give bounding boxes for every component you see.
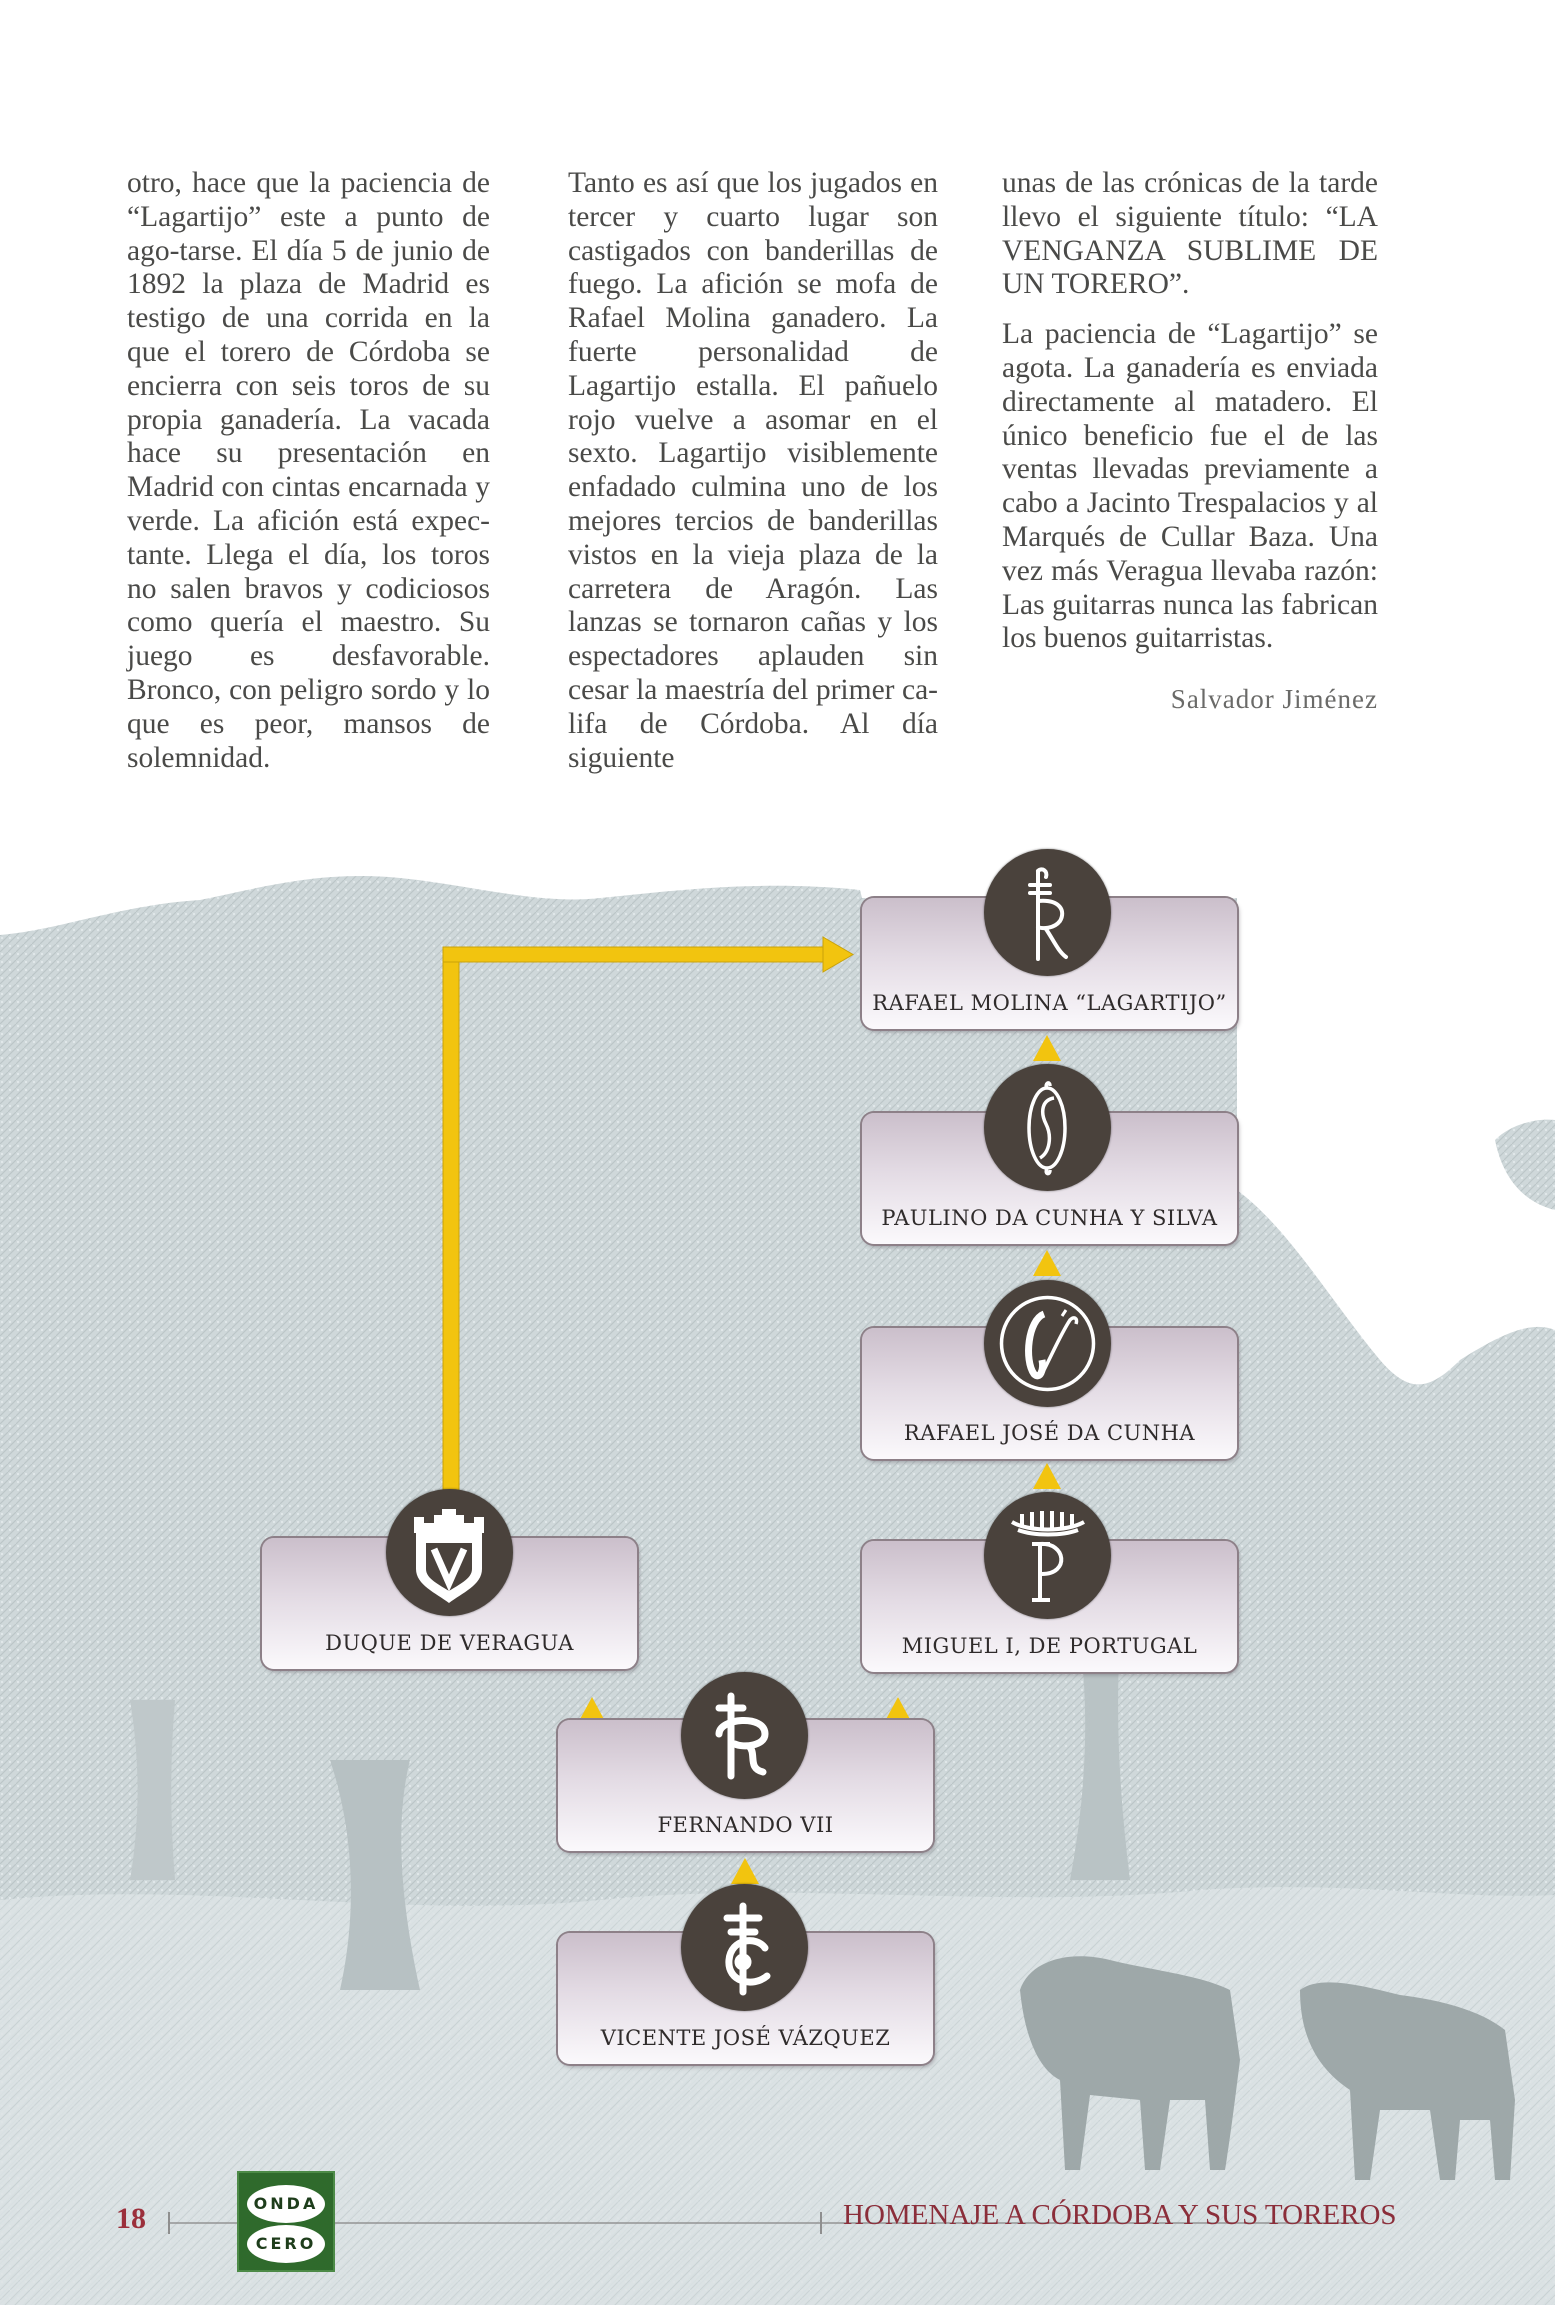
paragraph: Tanto es así que los jugados en tercer y cuarto lugar son castigados con banderillas de fuego. La afición se mofa de Rafael Molina ganadero. La fuerte personalidad de Lagartijo estalla. El pañuelo rojo vuelve a asomar en el sexto. Lagartijo visiblemente enfadado culmina uno de los mejores tercios de banderillas vistos en la vieja plaza de la carretera de Aragón. Las lanzas se tornaron cañas y los espectadores aplauden sin cesar la maestría del primer ca-lifa de Córdoba. Al día siguiente [568, 167, 938, 774]
cross-r-brand-icon [984, 849, 1111, 976]
node-label: DUQUE DE VERAGUA [325, 1631, 574, 1655]
logo-text-bottom: CERO [247, 2225, 325, 2263]
node-label: FERNANDO VII [657, 1813, 834, 1837]
paragraph: La paciencia de “Lagartijo” se agota. La ganadería es enviada directamente al matadero. El único beneficio fue el de las ventas llevadas previamente a cabo a Jacinto Trespalacios y al Marqués de Cullar Baza. Una vez más Veragua llevaba razón: Las guitarras nunca las fabrican los buenos guitarristas. [1002, 318, 1378, 655]
circled-script-brand-icon [984, 1280, 1111, 1407]
node-label: MIGUEL I, DE PORTUGAL [901, 1634, 1198, 1658]
arrow-up-icon [1033, 1463, 1061, 1489]
arrow-up-icon [731, 1858, 759, 1884]
footer-rule-tick [168, 2212, 170, 2234]
node-label: RAFAEL JOSÉ DA CUNHA [903, 1421, 1196, 1445]
connector-vertical [443, 947, 459, 1492]
paragraph: otro, hace que la paciencia de “Lagartijo” este a punto de ago-tarse. El día 5 de junio de 1892 la plaza de Madrid es testigo de una corrida en la que el torero de Córdoba se encierra con seis toros de su propia ganadería. La vacada hace su presentación en Madrid con cintas encarnada y verde. La afición está expec-tante. Llega el día, los toros no salen bravos y codiciosos como quería el maestro. Su juego es desfavorable. Bronco, con peligro sordo y lo que es peor, mansos de solemnidad. [127, 167, 490, 774]
onda-cero-logo [237, 2171, 335, 2272]
page-number: 18 [116, 2202, 146, 2235]
crowned-p-brand-icon [984, 1492, 1111, 1619]
author-signature: Salvador Jiménez [1170, 684, 1378, 714]
footer-rule-tick [820, 2212, 822, 2234]
crowned-shield-v-brand-icon [386, 1489, 513, 1616]
oval-s-brand-icon [984, 1064, 1111, 1191]
connector-arrowhead [823, 937, 853, 972]
logo-text-top: ONDA [247, 2185, 325, 2223]
arrow-up-icon [1033, 1035, 1061, 1061]
node-label: PAULINO DA CUNHA Y SILVA [881, 1206, 1218, 1230]
connector-horizontal [443, 947, 825, 962]
node-label: VICENTE JOSÉ VÁZQUEZ [600, 2026, 891, 2050]
cross-c-brand-icon [681, 1884, 808, 2011]
publication-title: HOMENAJE A CÓRDOBA Y SUS TOREROS [843, 2199, 1397, 2231]
cross-r-loop-brand-icon [681, 1672, 808, 1799]
paragraph: unas de las crónicas de la tarde llevo el siguiente título: “LA VENGANZA SUBLIME DE UN TORERO”. [1002, 167, 1378, 301]
node-label: RAFAEL MOLINA “LAGARTIJO” [872, 991, 1227, 1015]
arrow-up-icon [1033, 1250, 1061, 1276]
